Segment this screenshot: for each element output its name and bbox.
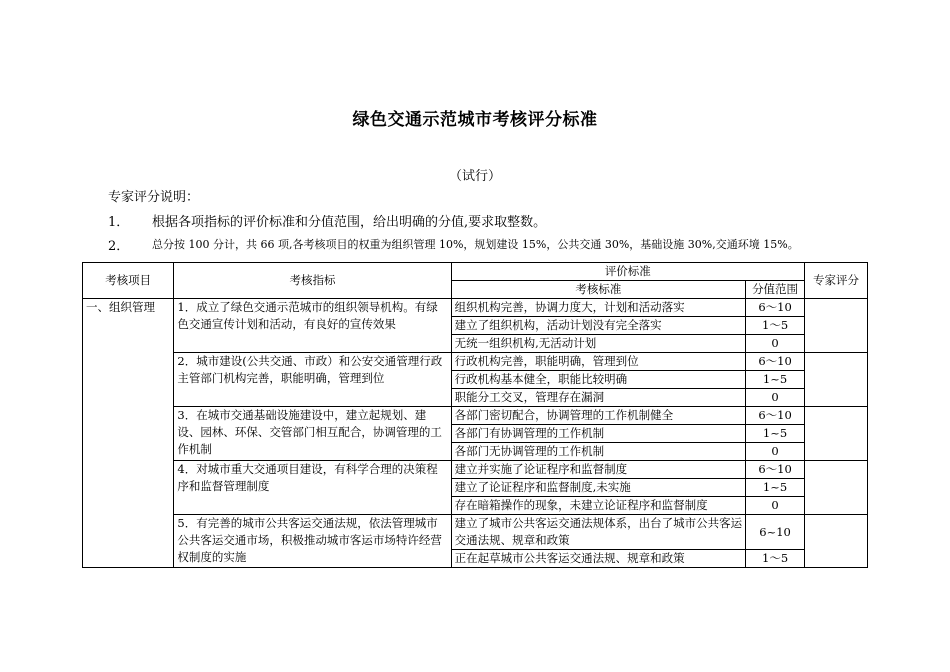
expert-score-cell[interactable] [805, 515, 868, 568]
range-cell: 0 [746, 335, 805, 353]
header-expert-score: 专家评分 [805, 263, 868, 299]
indicator-cell: 4．对城市重大交通项目建设，有科学合理的决策程序和监督管理制度 [174, 461, 451, 515]
expert-score-cell[interactable] [805, 461, 868, 515]
note-text: 根据各项指标的评价标准和分值范围，给出明确的分值,要求取整数。 [152, 215, 547, 230]
range-cell: 6～10 [746, 353, 805, 371]
table-row [83, 407, 868, 425]
range-cell: 6～10 [746, 407, 805, 425]
intro-heading: 专家评分说明： [108, 190, 200, 205]
table-row [83, 461, 868, 479]
indicator-cell: 2．城市建设(公共交通、市政）和公安交通管理行政主管部门机构完善，职能明确，管理到位 [174, 353, 451, 407]
note-number: 2． [108, 239, 130, 254]
standard-cell: 存在暗箱操作的现象，未建立论证程序和监督制度 [451, 497, 746, 515]
range-cell: 6～10 [746, 461, 805, 479]
standard-cell: 各部门密切配合，协调管理的工作机制健全 [451, 407, 746, 425]
expert-score-cell[interactable] [805, 407, 868, 461]
standard-cell: 无统一组织机构,无活动计划 [451, 335, 746, 353]
range-cell: 6~10 [746, 515, 805, 550]
header-indicator: 考核指标 [174, 263, 451, 299]
note-text: 总分按 100 分计，共 66 项,各考核项目的权重为组织管理 10%，规划建设 15%，公共交通 30%，基础设施 30%,交通环境 15%。 [152, 238, 799, 251]
range-cell: 0 [746, 497, 805, 515]
indicator-cell: 3．在城市交通基础设施建设中，建立起规划、建设、园林、环保、交管部门相互配合，协调管理的工作机制 [174, 407, 451, 461]
range-cell: 1~5 [746, 479, 805, 497]
table-row [83, 299, 868, 317]
note-number: 1． [108, 215, 130, 230]
standard-cell: 组织机构完善，协调力度大，计划和活动落实 [451, 299, 746, 317]
expert-score-cell[interactable] [805, 299, 868, 353]
indicator-cell: 5．有完善的城市公共客运交通法规，依法管理城市公共客运交通市场，积极推动城市客运市场特许经营权制度的实施 [174, 515, 451, 568]
table-row [83, 353, 868, 371]
range-cell: 1～5 [746, 550, 805, 568]
scoring-table [82, 262, 868, 568]
header-evaluation: 评价标准 [451, 263, 804, 281]
standard-cell: 职能分工交叉，管理存在漏洞 [451, 389, 746, 407]
standard-cell: 行政机构完善，职能明确，管理到位 [451, 353, 746, 371]
range-cell: 1~5 [746, 371, 805, 389]
document-title: 绿色交通示范城市考核评分标准 [352, 110, 598, 130]
header-item: 考核项目 [83, 263, 174, 299]
range-cell: 0 [746, 389, 805, 407]
standard-cell: 建立了城市公共客运交通法规体系，出台了城市公共客运交通法规、规章和政策 [451, 515, 746, 550]
range-cell: 1~5 [746, 425, 805, 443]
range-cell: 1～5 [746, 317, 805, 335]
standard-cell: 建立了论证程序和监督制度,未实施 [451, 479, 746, 497]
standard-cell: 建立并实施了论证程序和监督制度 [451, 461, 746, 479]
table-row [83, 515, 868, 550]
header-standard: 考核标准 [451, 281, 746, 299]
expert-score-cell[interactable] [805, 353, 868, 407]
range-cell: 6～10 [746, 299, 805, 317]
standard-cell: 正在起草城市公共客运交通法规、规章和政策 [451, 550, 746, 568]
document-subtitle: （试行） [448, 169, 501, 184]
standard-cell: 各部门无协调管理的工作机制 [451, 443, 746, 461]
standard-cell: 行政机构基本健全，职能比较明确 [451, 371, 746, 389]
category-cell: 一、组织管理 [83, 299, 174, 568]
standard-cell: 建立了组织机构，活动计划没有完全落实 [451, 317, 746, 335]
header-range: 分值范围 [746, 281, 805, 299]
standard-cell: 各部门有协调管理的工作机制 [451, 425, 746, 443]
indicator-cell: 1．成立了绿色交通示范城市的组织领导机构。有绿色交通宣传计划和活动，有良好的宣传效果 [174, 299, 451, 353]
range-cell: 0 [746, 443, 805, 461]
